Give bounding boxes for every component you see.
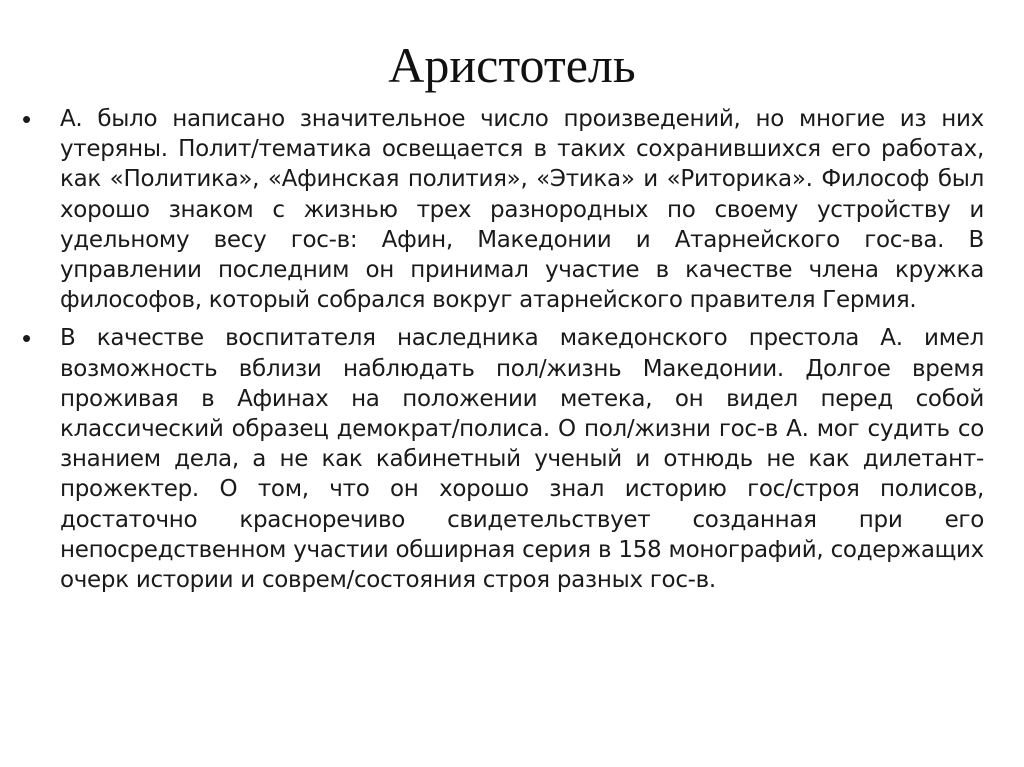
- bullet-text: В качестве воспитателя наследника македонского престола А. имел возможность вблизи наблюдать пол/жизнь Македонии. Долгое время проживая в Афинах на положении метека, он видел перед собой классический образец демократ/полиса. О пол/жизни гос-в А. мог судить со знанием дела, а не как кабинетный ученый и отнюдь не как дилетант-прожектер. О том, что он хорошо знал историю гос/строя полисов, достаточно красноречиво свидетельствует созданная при его непосредственном участии обширная серия в 158 монографий, содержащих очерк истории и соврем/состояния строя разных гос-в.: [60, 325, 984, 594]
- bullet-list: [22, 104, 984, 603]
- bullet-marker: •: [22, 323, 32, 354]
- bullet-text: А. было написано значительное число произведений, но многие из них утеряны. Полит/тематика освещается в таких сохранившихся его работах, как «Политика», «Афинская полития», «Этика» и «Риторика». Философ был хорошо знаком с жизнью трех разнородных по своему устройству и удельному весу гос-в: Афин, Македонии и Атарнейского гос-ва. В управлении последним он принимал участие в качестве члена кружка философов, который собрался вокруг атарнейского правителя Гермия.: [60, 106, 984, 314]
- bullet-item: [22, 104, 984, 315]
- bullet-marker: •: [22, 104, 32, 134]
- bullet-item: [22, 323, 984, 595]
- slide-title: Аристотель: [388, 37, 636, 93]
